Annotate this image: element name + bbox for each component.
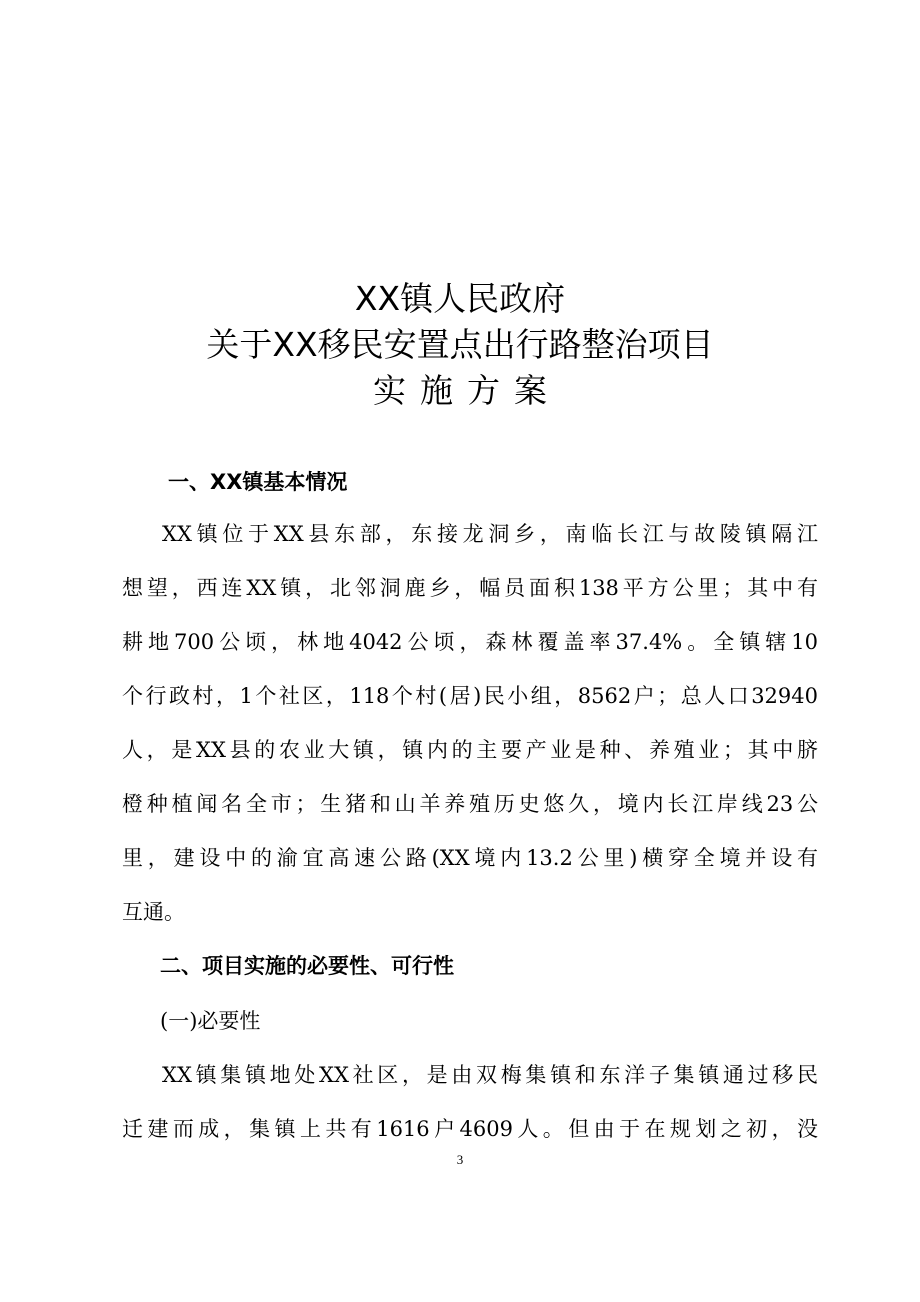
paragraph-line: 人，是XX县的农业大镇，镇内的主要产业是种、养殖业；其中脐 [122,738,818,762]
paragraph-line: XX镇位于XX县东部，东接龙洞乡，南临长江与故陵镇隔江 [162,522,818,546]
subsection-heading: (一)必要性 [160,1009,261,1033]
paragraph-line: 迁建而成，集镇上共有1616户4609人。但由于在规划之初，没 [122,1117,818,1141]
title-line-3: 实施方案 [373,371,561,410]
paragraph-line: 想望，西连XX镇，北邻洞鹿乡，幅员面积138平方公里；其中有 [122,576,818,600]
title-line-1: XX镇人民政府 [354,279,566,318]
section-2-paragraph [122,1048,818,1156]
paragraph-line: 个行政村，1个社区，118个村(居)民小组，8562户；总人口32940 [122,684,818,708]
page-number: 3 [456,1152,464,1167]
paragraph-line: XX镇集镇地处XX社区，是由双梅集镇和东洋子集镇通过移民 [162,1063,818,1087]
section-1-paragraph [122,507,818,939]
paragraph-line: 橙种植闻名全市；生猪和山羊养殖历史悠久，境内长江岸线23公 [122,792,818,816]
section-heading-1: 一、XX镇基本情况 [168,470,348,494]
paragraph-line: 互通。 [122,900,185,924]
paragraph-line: 耕地700公顷，林地4042公顷，森林覆盖率37.4%。全镇辖10 [122,630,818,654]
document-title [0,276,920,414]
paragraph-line: 里，建设中的渝宜高速公路(XX境内13.2公里)横穿全境并设有 [122,846,818,870]
title-line-2: 关于XX移民安置点出行路整治项目 [206,325,714,364]
section-heading-2: 二、项目实施的必要性、可行性 [160,954,454,978]
